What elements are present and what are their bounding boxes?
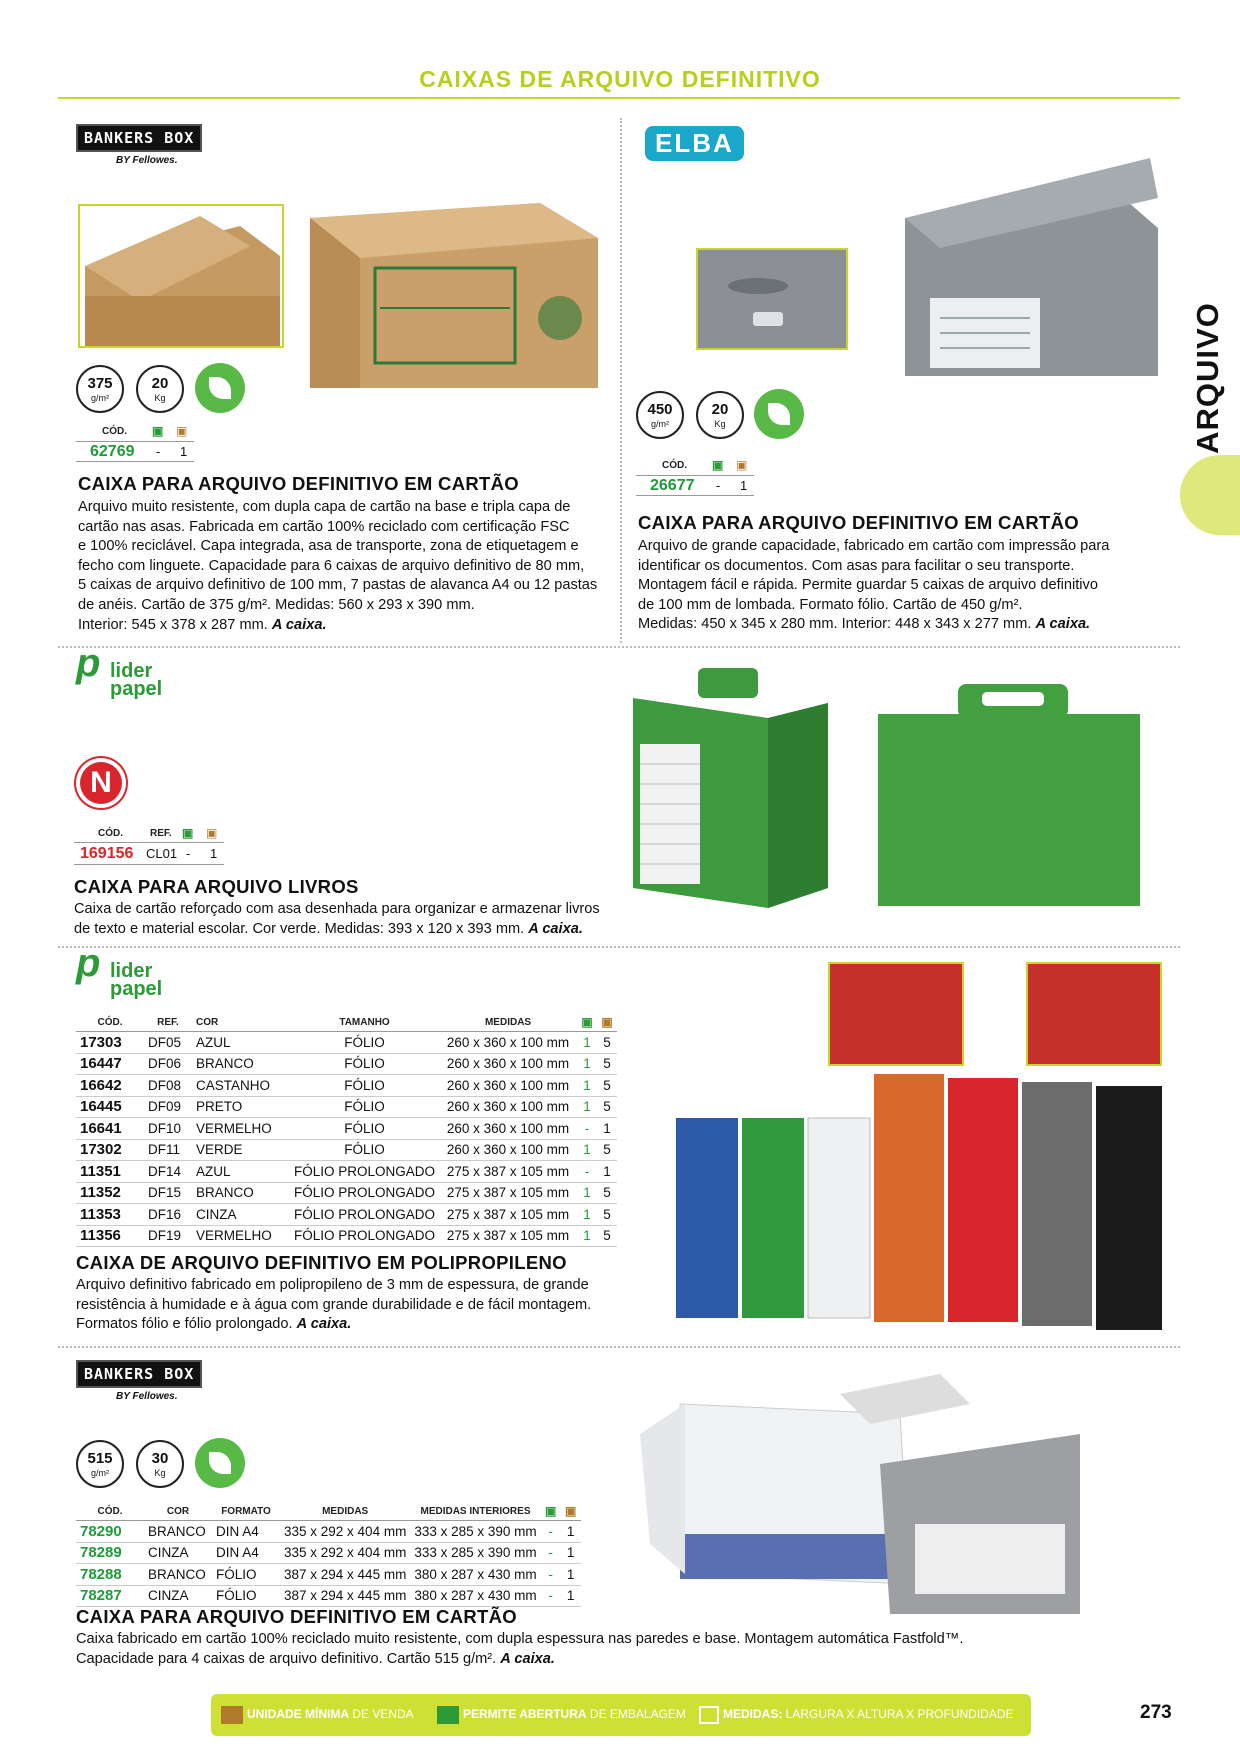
product-interior: 380 x 287 x 430 mm	[410, 1585, 540, 1607]
min-open: -	[156, 444, 161, 459]
table-row	[76, 1204, 617, 1226]
product-measures: 387 x 294 x 445 mm	[280, 1564, 410, 1586]
product-detail-image	[828, 962, 964, 1066]
code-divider	[636, 495, 754, 496]
sale-unit: 1	[561, 1585, 581, 1607]
product-detail-image	[696, 248, 848, 350]
table-row	[76, 1585, 581, 1607]
product-title: CAIXA PARA ARQUIVO DEFINITIVO EM CARTÃO	[638, 512, 1079, 533]
min-open: -	[186, 846, 191, 861]
product-format: FÓLIO	[212, 1585, 280, 1607]
product-color: PRETO	[192, 1096, 290, 1118]
product-measures: 335 x 292 x 404 mm	[280, 1542, 410, 1564]
box-icon: ▣	[176, 424, 188, 438]
legend-unit: UNIDADE MÍNIMA DE VENDA	[221, 1706, 414, 1724]
product-code: 16445	[76, 1096, 144, 1118]
column-divider	[620, 118, 622, 643]
product-measures: 275 x 387 x 105 mm	[439, 1182, 577, 1204]
product-color: VERMELHO	[192, 1225, 290, 1247]
sale-unit: 5	[597, 1225, 617, 1247]
code-header: CÓD.	[662, 460, 687, 471]
product-measures: 275 x 387 x 105 mm	[439, 1161, 577, 1183]
product-description: Arquivo definitivo fabricado em polipropileno de 3 mm de espessura, de grande resistência à humidade e à água com grande durabilidade e de fácil montagem. Formatos fólio e fólio prolongado. A caixa.	[76, 1277, 592, 1333]
product-color: BRANCO	[144, 1521, 212, 1543]
product-code: 11351	[76, 1161, 144, 1183]
code-header: CÓD.	[102, 426, 127, 437]
min-open: 1	[577, 1075, 597, 1097]
code-divider	[76, 461, 194, 462]
table-row	[76, 1564, 581, 1586]
product-image	[878, 684, 1140, 906]
product-ref: DF08	[144, 1075, 192, 1097]
product-size: FÓLIO	[290, 1139, 439, 1161]
product-ref: DF11	[144, 1139, 192, 1161]
product-title: CAIXA DE ARQUIVO DEFINITIVO EM POLIPROPILENO	[76, 1252, 567, 1273]
product-size: FÓLIO PROLONGADO	[290, 1225, 439, 1247]
code-header: CÓD.	[98, 828, 123, 839]
min-open: -	[577, 1161, 597, 1183]
product-measures: 260 x 360 x 100 mm	[439, 1096, 577, 1118]
code-divider	[74, 864, 224, 865]
product-image	[628, 668, 828, 908]
min-open: 1	[577, 1204, 597, 1226]
product-description: Arquivo muito resistente, com dupla capa de cartão na base e tripla capa de cartão nas asas. Fabricada em cartão 100% reciclado com certificação FSC e 100% reciclável. Capa integrada, asa de transporte, zona de etiquetagem e fecho com linguete. Capacidade para 6 caixas de arquivo definitivo de 80 mm, 5 caixas de arquivo definitivo de 100 mm, 7 pastas de alavanca A4 ou 12 pastas de anéis. Cartão de 375 g/m². Medidas: 560 x 293 x 390 mm. Interior: 545 x 378 x 287 mm. A caixa.	[78, 499, 598, 633]
product-code: 62769	[90, 443, 135, 460]
product-description: Caixa de cartão reforçado com asa desenhada para organizar e armazenar livros de texto e material escolar. Cor verde. Medidas: 393 x 120 x 393 mm. A caixa.	[74, 901, 600, 937]
product-interior: 333 x 285 x 390 mm	[410, 1521, 540, 1543]
sale-unit: 1	[180, 444, 188, 459]
table-row	[76, 1521, 581, 1543]
sale-unit: 1	[597, 1118, 617, 1140]
product-code: 78290	[76, 1521, 144, 1543]
folder-icon	[1180, 455, 1240, 535]
weight-icon: 515 g/m²	[76, 1440, 124, 1488]
sale-unit: 5	[597, 1182, 617, 1204]
product-detail-image	[78, 204, 284, 348]
section-divider	[58, 1346, 1180, 1348]
product-code: 17303	[76, 1032, 144, 1054]
product-color: VERDE	[192, 1139, 290, 1161]
product-ref: CL01	[146, 846, 178, 861]
product-interior: 333 x 285 x 390 mm	[410, 1542, 540, 1564]
code-divider	[74, 842, 224, 843]
dimensions-icon	[699, 1706, 719, 1724]
bankers-box-logo: BANKERS BOX BY Fellowes.	[76, 124, 202, 166]
product-title: CAIXA PARA ARQUIVO DEFINITIVO EM CARTÃO	[76, 1606, 517, 1627]
eco-leaf-icon	[195, 1438, 245, 1488]
min-open: -	[541, 1564, 561, 1586]
product-code: 78289	[76, 1542, 144, 1564]
product-measures: 387 x 294 x 445 mm	[280, 1585, 410, 1607]
ref-header: REF.	[150, 828, 172, 839]
product-code: 16447	[76, 1053, 144, 1075]
product-measures: 275 x 387 x 105 mm	[439, 1225, 577, 1247]
min-open: -	[541, 1542, 561, 1564]
sale-unit: 5	[597, 1032, 617, 1054]
product-title: CAIXA PARA ARQUIVO DEFINITIVO EM CARTÃO	[78, 473, 519, 494]
product-size: FÓLIO	[290, 1075, 439, 1097]
product-measures: 260 x 360 x 100 mm	[439, 1139, 577, 1161]
box-icon: ▣	[736, 458, 748, 472]
lider-papel-logo: p lider papel	[76, 941, 163, 1000]
sale-unit: 1	[561, 1542, 581, 1564]
min-open: 1	[577, 1225, 597, 1247]
product-table: CÓD. COR FORMATO MEDIDAS MEDIDAS INTERIORES ▣ ▣ 78290 BRANCO DIN A4 335 x 292 x 404 mm 333 x 285 x 390 mm - 1 78289 CINZA DIN A4 335 x 292 x 404 mm 333 x 285 x 390 mm - 1 78288 BRANCO FÓLIO 387 x 294 x 445 mm 380 x 287 x 430 mm - 1 78287 CINZA FÓLIO 387 x 294 x 445 mm 380 x 287 x 430 mm - 1	[76, 1502, 581, 1607]
table-row	[76, 1053, 617, 1075]
eco-leaf-icon	[754, 389, 804, 439]
new-badge: N	[76, 758, 126, 808]
elba-logo: ELBA	[645, 126, 744, 161]
product-title: CAIXA PARA ARQUIVO LIVROS	[74, 876, 359, 897]
product-format: FÓLIO	[212, 1564, 280, 1586]
open-pack-icon: ▣	[712, 458, 724, 472]
product-detail-image	[1026, 962, 1162, 1066]
product-code: 11353	[76, 1204, 144, 1226]
code-divider	[636, 475, 754, 476]
product-code: 16641	[76, 1118, 144, 1140]
product-color: VERMELHO	[192, 1118, 290, 1140]
bankers-box-logo: BANKERS BOX BY Fellowes.	[76, 1360, 202, 1402]
section-divider	[58, 646, 1180, 648]
product-image	[676, 1074, 1162, 1334]
section-divider	[58, 946, 1180, 948]
box-icon: ▣	[206, 826, 218, 840]
open-pack-icon	[437, 1706, 459, 1724]
product-size: FÓLIO	[290, 1118, 439, 1140]
product-image	[640, 1374, 1100, 1614]
table-row	[76, 1075, 617, 1097]
product-color: BRANCO	[144, 1564, 212, 1586]
product-color: BRANCO	[192, 1182, 290, 1204]
product-size: FÓLIO	[290, 1032, 439, 1054]
min-open: -	[541, 1585, 561, 1607]
product-color: CINZA	[144, 1585, 212, 1607]
product-code: 11356	[76, 1225, 144, 1247]
product-format: DIN A4	[212, 1542, 280, 1564]
product-code: 78288	[76, 1564, 144, 1586]
sale-unit: 1	[597, 1161, 617, 1183]
table-row	[76, 1032, 617, 1054]
min-open: 1	[577, 1032, 597, 1054]
min-open: -	[716, 478, 721, 493]
table-row	[76, 1096, 617, 1118]
side-tab-label: ARQUIVO	[1190, 302, 1225, 454]
product-size: FÓLIO	[290, 1053, 439, 1075]
side-tab[interactable]	[1188, 300, 1228, 460]
min-open: 1	[577, 1096, 597, 1118]
table-row	[76, 1139, 617, 1161]
sale-unit: 5	[597, 1139, 617, 1161]
page-number: 273	[1140, 1702, 1172, 1723]
table-row	[76, 1542, 581, 1564]
table-row	[76, 1118, 617, 1140]
load-icon: 20 Kg	[136, 365, 184, 413]
min-open: 1	[577, 1053, 597, 1075]
product-ref: DF09	[144, 1096, 192, 1118]
weight-icon: 450 g/m²	[636, 391, 684, 439]
open-pack-icon: ▣	[152, 424, 164, 438]
product-interior: 380 x 287 x 430 mm	[410, 1564, 540, 1586]
product-description: Caixa fabricado em cartão 100% reciclado muito resistente, com dupla espessura nas paredes e base. Montagem automática Fastfold™. Capacidade para 4 caixas de arquivo definitivo. Cartão 515 g/m². A caixa.	[76, 1631, 964, 1667]
product-ref: DF19	[144, 1225, 192, 1247]
sale-unit: 5	[597, 1096, 617, 1118]
load-icon: 30 Kg	[136, 1440, 184, 1488]
product-ref: DF06	[144, 1053, 192, 1075]
product-color: CASTANHO	[192, 1075, 290, 1097]
code-divider	[76, 441, 194, 442]
product-size: FÓLIO	[290, 1096, 439, 1118]
eco-leaf-icon	[195, 363, 245, 413]
product-measures: 260 x 360 x 100 mm	[439, 1118, 577, 1140]
product-size: FÓLIO PROLONGADO	[290, 1182, 439, 1204]
open-pack-icon: ▣	[182, 826, 194, 840]
sale-unit: 1	[561, 1521, 581, 1543]
table-row	[76, 1225, 617, 1247]
product-code: 16642	[76, 1075, 144, 1097]
sale-unit: 1	[210, 846, 218, 861]
product-image	[300, 198, 600, 388]
product-color: BRANCO	[192, 1053, 290, 1075]
sale-unit: 1	[561, 1564, 581, 1586]
weight-icon: 375 g/m²	[76, 365, 124, 413]
min-open: -	[541, 1521, 561, 1543]
product-size: FÓLIO PROLONGADO	[290, 1161, 439, 1183]
min-open: -	[577, 1118, 597, 1140]
product-measures: 260 x 360 x 100 mm	[439, 1053, 577, 1075]
table-row	[76, 1182, 617, 1204]
product-ref: DF10	[144, 1118, 192, 1140]
table-row	[76, 1161, 617, 1183]
sale-unit: 5	[597, 1204, 617, 1226]
product-color: CINZA	[192, 1204, 290, 1226]
product-measures: 260 x 360 x 100 mm	[439, 1075, 577, 1097]
product-size: FÓLIO PROLONGADO	[290, 1204, 439, 1226]
product-ref: DF14	[144, 1161, 192, 1183]
min-open: 1	[577, 1139, 597, 1161]
product-code: 26677	[650, 477, 695, 494]
product-measures: 275 x 387 x 105 mm	[439, 1204, 577, 1226]
product-code: 11352	[76, 1182, 144, 1204]
sale-unit: 1	[740, 478, 748, 493]
box-icon	[221, 1706, 243, 1724]
lider-papel-logo: p lider papel	[76, 641, 163, 700]
min-open: 1	[577, 1182, 597, 1204]
product-measures: 260 x 360 x 100 mm	[439, 1032, 577, 1054]
product-code: 78287	[76, 1585, 144, 1607]
sale-unit: 5	[597, 1053, 617, 1075]
product-ref: DF15	[144, 1182, 192, 1204]
title-divider	[58, 97, 1180, 99]
product-ref: DF16	[144, 1204, 192, 1226]
product-table: CÓD. REF. COR TAMANHO MEDIDAS ▣ ▣ 17303 DF05 AZUL FÓLIO 260 x 360 x 100 mm 1 5 16447 DF06 BRANCO FÓLIO 260 x 360 x 100 mm 1 5 16642 DF08 CASTANHO FÓLIO 260 x 360 x 100 mm 1 5 16445 DF09 PRETO FÓLIO 260 x 360 x 100 mm 1 5 16641 DF10 VERMELHO FÓLIO 260 x 360 x 100 mm - 1 17302 DF11 VERDE FÓLIO 260 x 360 x 100 mm 1 5 11351 DF14 AZUL FÓLIO PROLONGADO 275 x 387 x 105 mm - 1 11352 DF15 BRANCO FÓLIO PROLONGADO 275 x 387 x 105 mm 1 5 11353 DF16 CINZA FÓLIO PROLONGADO 275 x 387 x 105 mm 1 5 11356 DF19 VERMELHO FÓLIO PROLONGADO 275 x 387 x 105 mm 1 5	[76, 1013, 617, 1247]
product-color: AZUL	[192, 1032, 290, 1054]
sale-unit: 5	[597, 1075, 617, 1097]
legend-bar	[211, 1694, 1031, 1736]
product-code: 169156	[80, 845, 134, 862]
legend-measures: MEDIDAS: LARGURA X ALTURA X PROFUNDIDADE	[699, 1706, 1014, 1724]
legend-open: PERMITE ABERTURA DE EMBALAGEM	[437, 1706, 686, 1724]
product-ref: DF05	[144, 1032, 192, 1054]
product-code: 17302	[76, 1139, 144, 1161]
load-icon: 20 Kg	[696, 391, 744, 439]
product-color: CINZA	[144, 1542, 212, 1564]
product-measures: 335 x 292 x 404 mm	[280, 1521, 410, 1543]
product-image	[900, 158, 1160, 376]
product-color: AZUL	[192, 1161, 290, 1183]
product-format: DIN A4	[212, 1521, 280, 1543]
page-title: CAIXAS DE ARQUIVO DEFINITIVO	[419, 66, 821, 92]
product-description: Arquivo de grande capacidade, fabricado em cartão com impressão para identificar os documentos. Com asas para facilitar o seu transporte. Montagem fácil e rápida. Permite guardar 5 caixas de arquivo definitivo de 100 mm de lombada. Formato fólio. Cartão de 450 g/m². Medidas: 450 x 345 x 280 mm. Interior: 448 x 343 x 277 mm. A caixa.	[638, 538, 1110, 633]
